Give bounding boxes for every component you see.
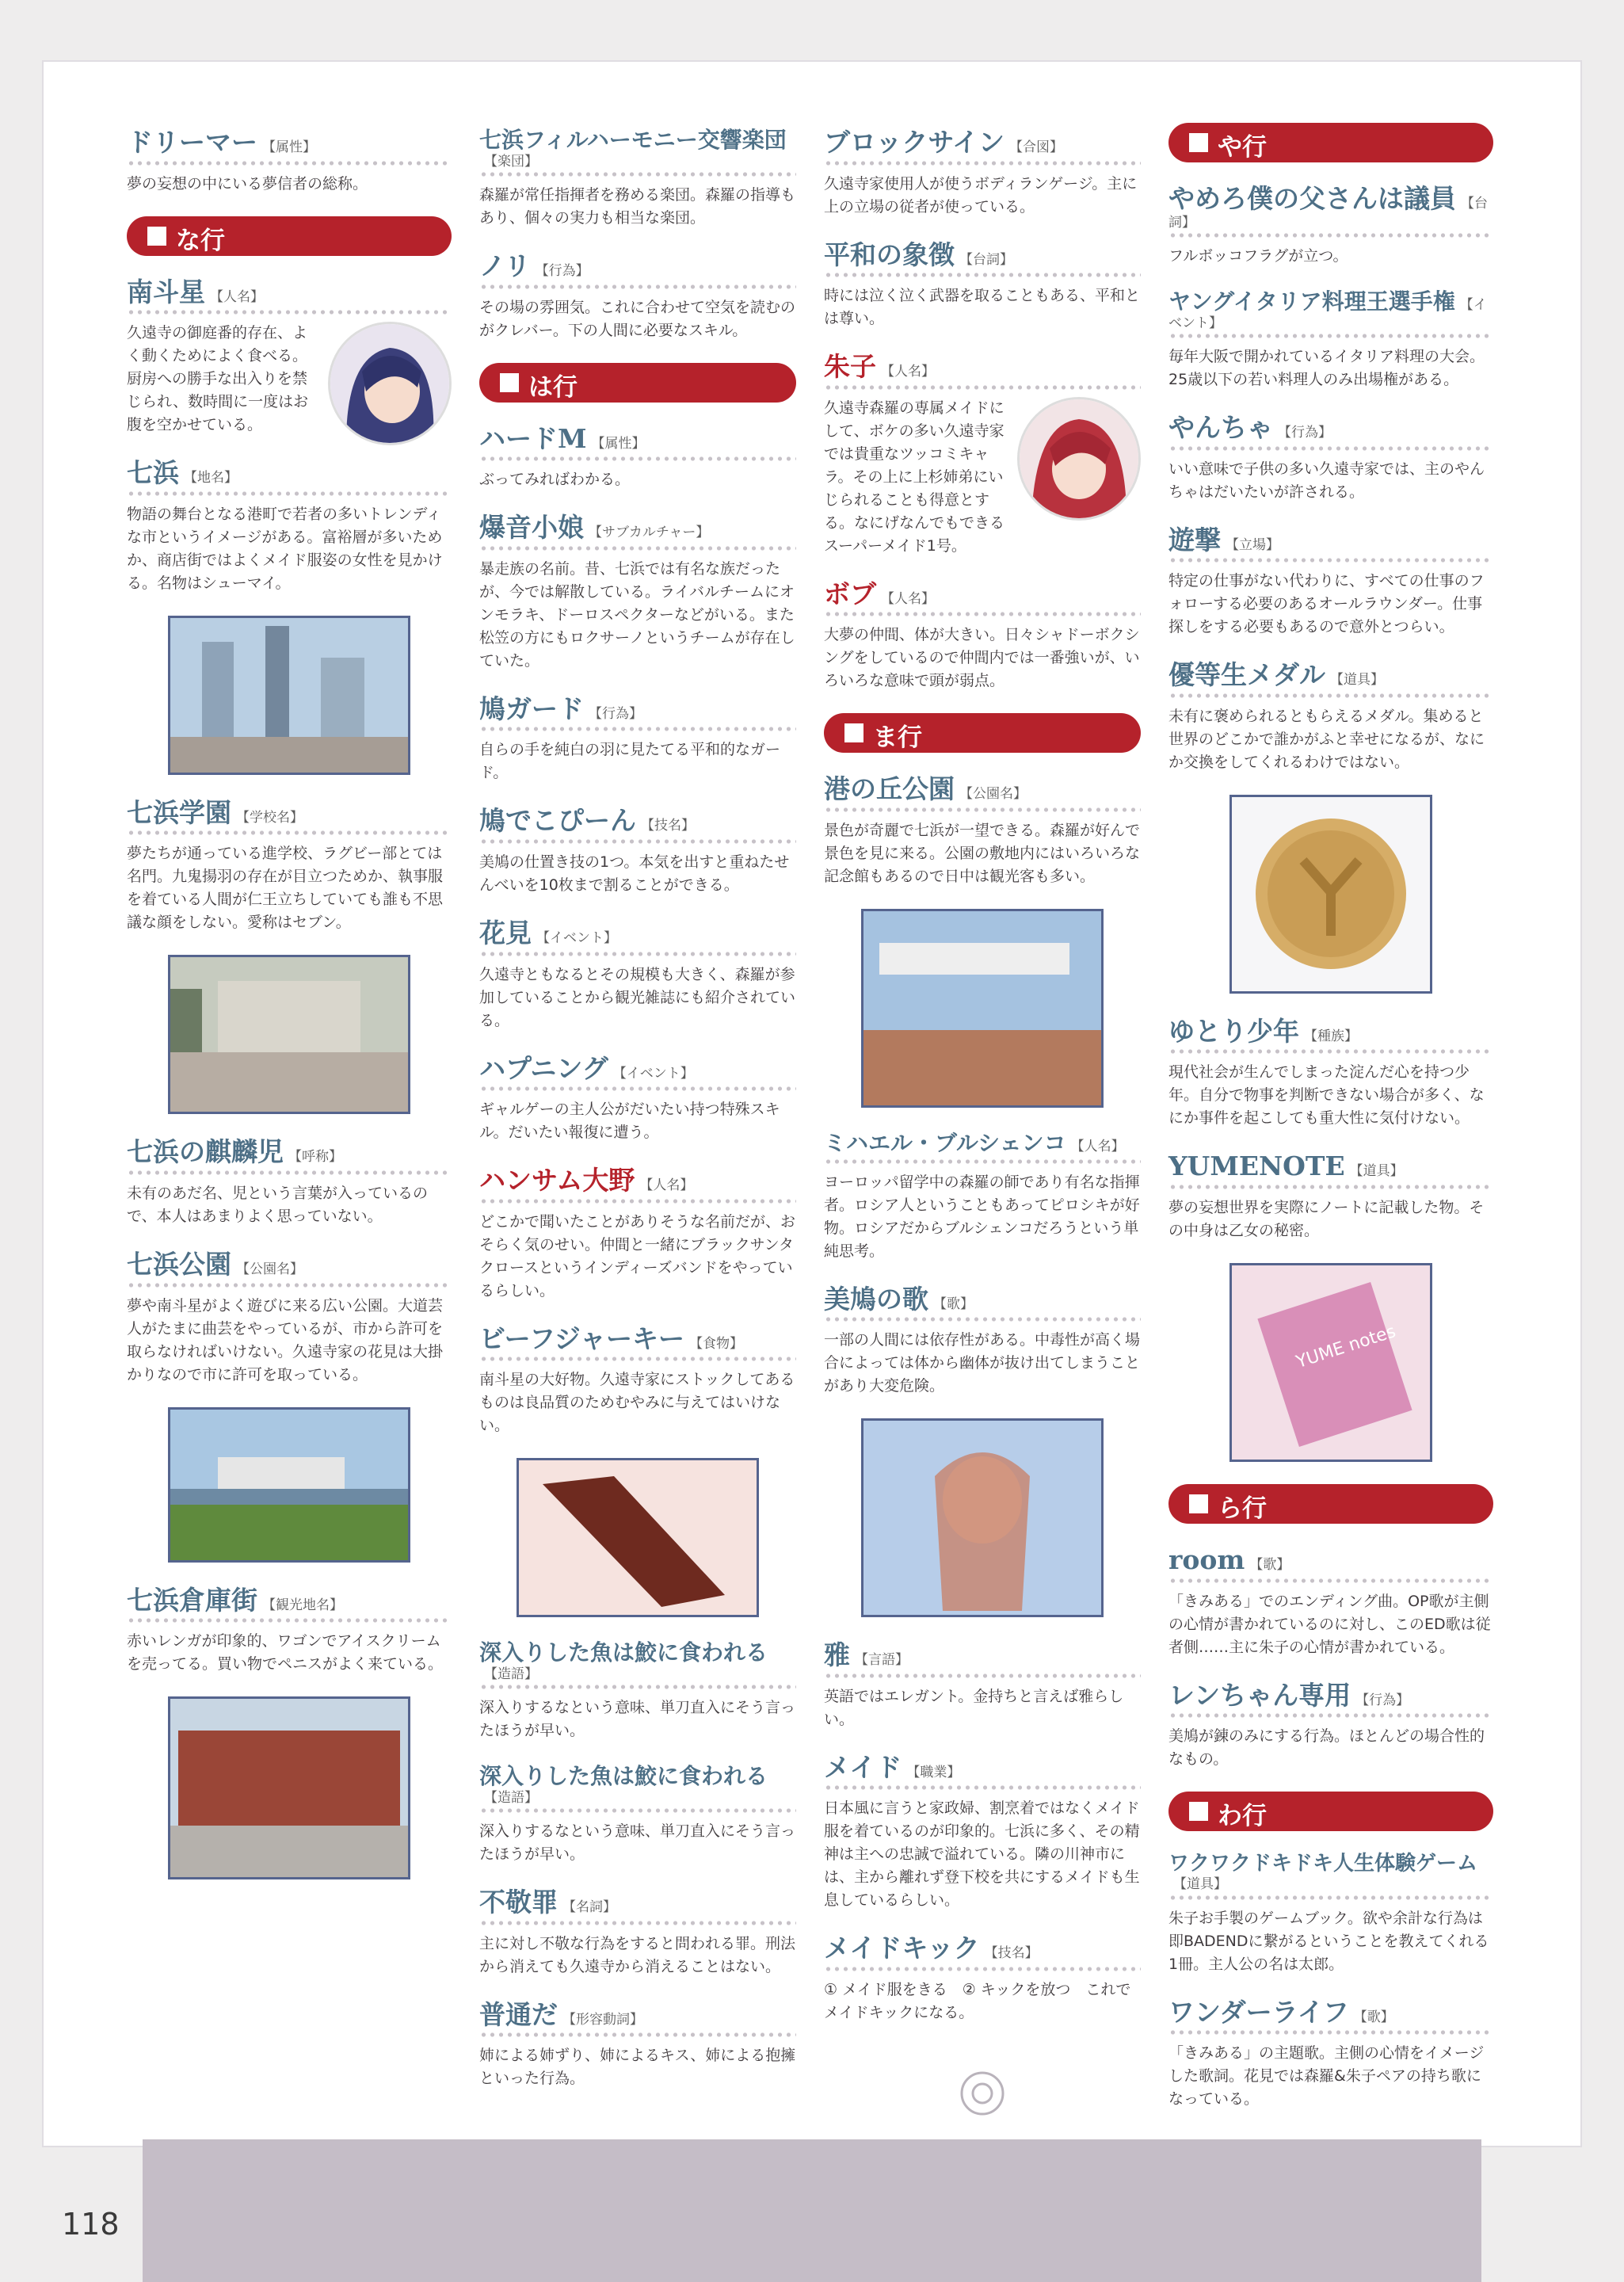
dotted-rule [824,1673,1141,1679]
term-title: ミハエル・ブルシェンコ [824,1129,1066,1156]
term-desc: 自らの手を純白の羽に見たてる平和的なガード。 [479,741,781,782]
term-title: 朱子 [824,351,876,383]
term-title: ボブ [824,578,876,609]
dotted-rule [1168,1578,1493,1584]
dotted-rule [479,1807,796,1814]
term-kind: 【形容動詞】 [562,2011,643,2028]
term-title: 南斗星 [127,276,205,307]
park-harbor-image [168,1407,410,1563]
term-desc: 日本風に言うと家政婦、割烹着ではなくメイド服を着ているのが印象的。七浜に多く、その精神は主への忠誠で溢れている。隣の川神市には、主から離れず登下校を共にするメイドも生息しているらしい。 [824,1799,1140,1910]
term-title: 優等生メダル [1168,659,1325,691]
dotted-rule [479,1684,796,1690]
dotted-rule [479,1086,796,1092]
term-desc: 久遠寺家使用人が使うボディランゲージ。主に上の立場の従者が使っている。 [824,174,1138,216]
square-icon [500,373,519,392]
term-kind: 【台詞】 [1168,196,1488,231]
term-title: room [1168,1544,1245,1575]
decorative-footer-band [143,2139,1481,2282]
beef-jerky-image [517,1458,759,1617]
term-desc: 朱子お手製のゲームブック。欲や余計な行為は即BADENDに繋がるということを教えてくれる1冊。主人公の名は太郎。 [1168,1909,1489,1973]
term-desc: 美鳩の仕置き技の1つ。本気を出すと重ねたせんべいを10枚まで割ることができる。 [479,853,790,894]
dotted-rule [127,830,452,836]
term-kind: 【立場】 [1226,536,1279,553]
term-title: メイドキック [824,1933,980,1964]
dotted-rule [1168,333,1493,339]
term-kind: 【公園名】 [959,786,1027,803]
term-desc: 姉による姉ずり、姉によるキス、姉による抱擁といった行為。 [479,2047,796,2088]
term-desc: フルボッコフラグが立つ。 [1168,246,1348,265]
term-title: 七浜の麒麟児 [127,1136,284,1168]
square-icon [1189,1802,1208,1821]
term-desc: 英語ではエレガント。金持ちと言えば雅らしい。 [824,1687,1124,1728]
term-title: ワクワクドキドキ人生体験ゲーム [1168,1852,1478,1876]
term-kind: 【名詞】 [562,1899,616,1916]
dotted-rule [479,171,796,177]
term-kind: 【食物】 [689,1335,744,1352]
term-title: 七浜フィルハーモニー交響楽団 [479,127,787,153]
term-kind: 【行為】 [535,262,589,279]
term-desc: 夢の妄想の中にいる夢信者の総称。 [127,174,368,193]
term-desc: ぶってみればわかる。 [479,471,631,489]
term-title: 遊撃 [1168,524,1221,555]
term-desc: 深入りするなという意味、単刀直入にそう言ったほうが早い。 [479,1822,796,1864]
term-desc: 深入りするなという意味、単刀直入にそう言ったほうが早い。 [479,1699,796,1740]
dotted-rule [479,545,796,551]
term-kind: 【公園名】 [236,1261,303,1277]
term-desc: いい意味で子供の多い久遠寺家では、主のやんちゃはだいたいが許される。 [1168,460,1485,501]
term-kind: 【行為】 [1355,1692,1410,1708]
square-icon [1189,133,1208,152]
term-desc: ヨーロッパ留学中の森羅の師であり有名な指揮者。ロシア人ということもあってピロシキが好物。ロシアだからブルシェンコだろうという単純思考。 [824,1173,1140,1260]
term-title: 雅 [824,1639,850,1671]
term-desc: ギャルゲーの主人公がだいたい持つ特殊スキル。だいたい報復に遭う。 [479,1101,780,1142]
term-desc: 久遠寺ともなるとその規模も大きく、森羅が参加していることから観光雑誌にも紹介されている。 [479,965,796,1029]
term-desc: 現代社会が生んでしまった淀んだ心を持つ少年。自分で物事を判断できない場合が多く、なにか事件を起こしても重大性に気付けない。 [1168,1063,1485,1128]
term-title: ハプニング [479,1052,608,1084]
term-title: 鳩ガード [479,693,584,724]
term-desc: 久遠寺森羅の専属メイドにして、ボケの多い久遠寺家では貴重なツッコミキャラ。その上に上杉姉弟にいじられることも得意とする。なにげなんでもできるスーパーメイド1号。 [824,399,1005,555]
term-title: レンちゃん専用 [1168,1679,1351,1711]
notebook-label: YUME notes [1294,1321,1399,1373]
term-desc: 夢たちが通っている進学校、ラグビー部とては名門。九鬼揚羽の存在が目立つためか、執事服を着ている人間が仁王立ちしていても誰も不思議な顔をしない。愛称はセブン。 [127,845,444,932]
page-number: 118 [62,2207,120,2242]
term-title: 平和の象徴 [824,239,955,270]
section-header-ma: ま行 [824,713,1141,753]
term-title: ノリ [479,250,531,281]
term-kind: 【道具】 [1349,1163,1404,1180]
term-desc: 森羅が常任指揮者を務める楽団。森羅の指導もあり、個々の実力も相当な楽団。 [479,185,796,227]
term-desc: 美鳩が錬のみにする行為。ほとんどの場合性的なもの。 [1168,1727,1485,1769]
term-title: やんちゃ [1168,411,1273,443]
term-kind: 【呼称】 [288,1149,342,1166]
term-desc: 特定の仕事がない代わりに、すべての仕事のフォローする必要のあるオールラウンダー。仕事探しをする必要もあるので意外とつらい。 [1168,572,1485,636]
term-kind: 【合図】 [1009,139,1064,155]
term-kind: 【道具】 [1173,1876,1227,1893]
notebook-image [1229,1263,1432,1462]
term-title: ビーフジャーキー [479,1322,685,1354]
term-desc: 一部の人間には依存性がある。中毒性が高く場合によっては体から幽体が抜け出てしまうことがあり大変危険。 [824,1331,1141,1395]
dotted-rule [127,309,452,315]
term-kind: 【技名】 [984,1945,1039,1962]
term-kind: 【造語】 [484,1789,538,1806]
term-kind: 【技名】 [641,818,695,834]
term-desc: 主に対し不敬な行為をすると問われる罪。刑法から消えても久遠寺から消えることはない。 [479,1934,796,1975]
term-kind: 【人名】 [1070,1138,1125,1154]
term-kind: 【イベント】 [536,929,617,946]
dotted-rule [479,2032,796,2038]
dotted-rule [479,456,796,462]
dotted-rule [1168,445,1493,452]
square-icon [147,227,166,246]
term-desc: 夢や南斗星がよく遊びに来る広い公園。大道芸人がたまに曲芸をやっているが、市から許可を取らなければいけない。久遠寺家の花見は大掛かりなので市に許可を取っている。 [127,1296,444,1383]
singing-character-image [861,1418,1104,1617]
dotted-rule [479,284,796,290]
term-desc: 南斗星の大好物。久遠寺家にストックしてあるものは良品質のためむやみに与えてはいけない。 [479,1371,795,1435]
term-desc: 「きみある」でのエンディング曲。OP歌が主側の心情が書かれているのに対し、このED歌は従者側……主に朱子の心情が書かれている。 [1168,1592,1491,1656]
term-title: 深入りした魚は鮫に食われる [479,1639,768,1666]
dotted-rule [127,160,452,166]
city-skyline-image [168,616,410,775]
term-title: ハードM [479,422,587,454]
term-title: 美鳩の歌 [824,1283,928,1315]
dotted-rule [1168,2029,1493,2036]
dotted-rule [479,726,796,732]
term-desc: 大夢の仲間、体が大きい。日々シャドーボクシングをしているので仲間内では一番強いが、いろいろな意味で頭が弱点。 [824,626,1140,690]
dotted-rule [824,1316,1141,1322]
column-3 [824,127,1141,2045]
dotted-rule [127,1282,452,1288]
column-4 [1168,123,1493,2131]
term-desc: 毎年大阪で開かれているイタリア料理の大会。25歳以下の若い料理人のみ出場権がある。 [1168,347,1485,388]
column-2 [479,127,796,2111]
term-kind: 【観光地名】 [262,1597,343,1613]
dotted-rule [1168,557,1493,563]
term-desc: 暴走族の名前。昔、七浜では有名な族だったが、今では解散している。ライバルチームにオンモラキ、ドーロスペクターなどがいる。また松笠の方にもロクサーノというチームが存在していた。 [479,559,795,670]
square-icon [1189,1494,1208,1513]
term-desc: 物語の舞台となる港町で若者の多いトレンディな市というイメージがある。富裕層が多いためか、商店街ではよくメイド服姿の女性を見かける。名物はシューマイ。 [127,505,443,592]
dotted-rule [127,1170,452,1176]
dotted-rule [479,1920,796,1926]
term-title: 不敬罪 [479,1887,558,1918]
term-title: YUMENOTE [1168,1151,1345,1182]
brick-warehouse-image [168,1696,410,1879]
term-kind: 【言語】 [855,1652,909,1669]
term-kind: 【行為】 [1278,424,1332,441]
term-kind: 【歌】 [933,1296,974,1312]
term-kind: 【人名】 [881,364,935,380]
dotted-rule [824,1784,1141,1791]
term-title: 七浜倉庫街 [127,1584,257,1616]
term-title: 鳩でこぴーん [479,805,636,837]
dotted-rule [824,611,1141,617]
dotted-rule [479,1198,796,1204]
medal-image [1229,795,1432,994]
term-desc: その場の雰囲気。これに合わせて空気を読むのがクレバー。下の人間に必要なスキル。 [479,298,796,339]
term-kind: 【造語】 [484,1666,538,1682]
term-desc: 久遠寺の御庭番的存在、よく動くためによく食べる。厨房への勝手な出入りを禁じられ、数時間に一度はお腹を空かせている。 [127,324,309,434]
term-kind: 【人名】 [639,1177,694,1194]
dotted-rule [1168,1048,1493,1055]
term-title: 深入りした魚は鮫に食われる [479,1763,768,1790]
term-desc: 赤いレンガが印象的、ワゴンでアイスクリームを売ってる。買い物でペニスがよく来ている。 [127,1632,444,1673]
dotted-rule [824,1158,1141,1165]
character-portrait [1017,397,1141,521]
ornament-icon [959,2070,1006,2117]
term-title: ヤングイタリア料理王選手権 [1168,288,1455,315]
term-kind: 【人名】 [210,288,264,305]
term-desc: ① メイド服をきる ② キックを放つ これでメイドキックになる。 [824,1980,1131,2021]
term-kind: 【歌】 [1353,2009,1394,2025]
dotted-rule [824,160,1141,166]
term-desc: どこかで聞いたことがありそうな名前だが、おそらく気のせい。仲間と一緒にブラックサンタクロースというインディーズバンドをやっているらしい。 [479,1212,796,1299]
dotted-rule [1168,1184,1493,1190]
dotted-rule [824,384,1141,391]
term-kind: 【種族】 [1304,1028,1358,1044]
term-title: 七浜 [127,457,179,489]
dotted-rule [127,490,452,497]
character-portrait [328,322,452,445]
term-kind: 【サブカルチャー】 [589,525,710,541]
dotted-rule [1168,1895,1493,1901]
term-desc: 「きみある」の主題歌。主側の心情をイメージした歌詞。花見では森羅&朱子ペアの持ち歌になっている。 [1168,2044,1485,2108]
term-desc: 時には泣く泣く武器を取ることもある、平和とは尊い。 [824,287,1141,328]
term-title: ブロックサイン [824,127,1005,158]
term-kind: 【イベント】 [1168,296,1487,331]
term-title: 港の丘公園 [824,773,955,805]
term-title: 普通だ [479,1998,558,2030]
term-title: やめろ僕の父さんは議員 [1168,183,1456,214]
dotted-rule [824,272,1141,278]
term-title: ゆとり少年 [1168,1015,1299,1047]
dotted-rule [824,1966,1141,1972]
term-kind: 【属性】 [262,139,316,155]
term-kind: 【イベント】 [612,1065,694,1082]
term-kind: 【人名】 [881,590,935,607]
term-desc: 景色が奇麗で七浜が一望できる。森羅が好んで景色を見に来る。公園の敷地内にはいろいろな記念館もあるので日中は観光客も多い。 [824,821,1141,885]
dotted-rule [479,951,796,957]
term-desc: 未有のあだ名、児という言葉が入っているので、本人はあまりよく思っていない。 [127,1184,429,1225]
dotted-rule [1168,232,1493,239]
term-kind: 【属性】 [591,435,646,452]
term-title: メイド [824,1751,902,1783]
term-title: ワンダーライフ [1168,1996,1349,2028]
section-header-ya: や行 [1168,123,1493,162]
dotted-rule [127,1617,452,1624]
term-kind: 【台詞】 [959,251,1013,268]
dotted-rule [479,838,796,845]
term-kind: 【楽団】 [484,153,538,170]
term-title: 七浜学園 [127,796,231,828]
section-header-ha: は行 [479,363,796,403]
section-header-na: な行 [127,216,452,256]
school-gate-image [168,955,410,1114]
term-desc: 未有に褒められるともらえるメダル。集めると世界のどこかで誰かがふと幸せになるが、なにか交換をしてくれるわけではない。 [1168,707,1485,771]
term-kind: 【地名】 [184,470,238,487]
term-title: 七浜公園 [127,1248,231,1280]
dotted-rule [479,1356,796,1362]
term-title: ドリーマー [127,127,257,158]
section-header-wa: わ行 [1168,1792,1493,1831]
square-icon [844,723,863,742]
term-title: ハンサム大野 [479,1165,635,1196]
term-title: 花見 [479,917,532,948]
term-kind: 【職業】 [906,1764,961,1780]
term-title: 爆音小娘 [479,512,584,544]
column-1 [127,127,452,1902]
section-header-ra: ら行 [1168,1484,1493,1524]
term-desc: 夢の妄想世界を実際にノートに記載した物。その中身は乙女の秘密。 [1168,1198,1485,1239]
term-kind: 【行為】 [589,705,642,722]
term-kind: 【学校名】 [236,809,303,826]
park-colonnade-image [861,909,1104,1108]
dotted-rule [1168,693,1493,699]
term-kind: 【道具】 [1330,672,1384,689]
term-kind: 【歌】 [1249,1556,1290,1573]
dotted-rule [824,807,1141,813]
dotted-rule [1168,1712,1493,1719]
